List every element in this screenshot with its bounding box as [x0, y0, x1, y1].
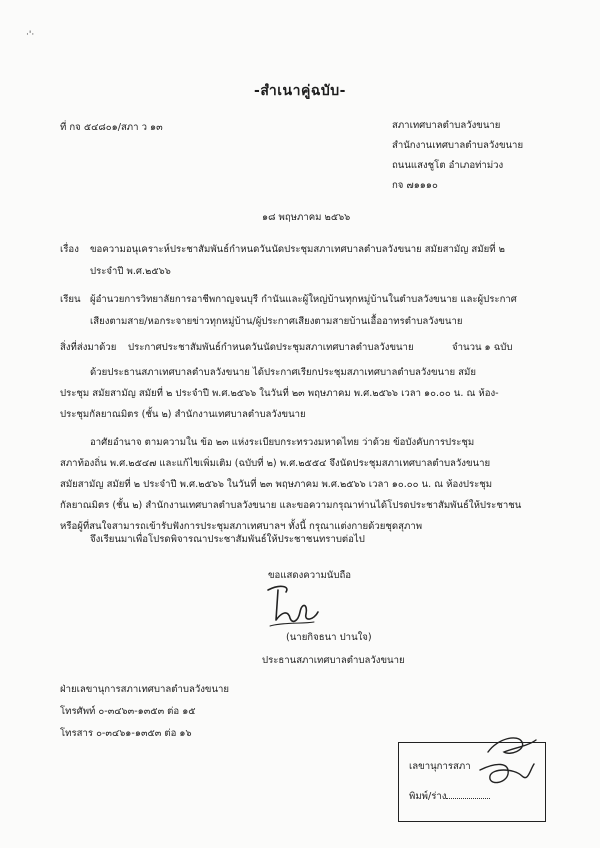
- letter-date: ๑๘ พฤษภาคม ๒๕๖๖: [262, 212, 351, 223]
- body-line: กัลยาณมิตร (ชั้น ๒) สำนักงานเทศบาลตำบลวังขนาย และขอความกรุณาท่านได้โปรดประชาสัมพันธ์ให้ประชาชน: [60, 500, 522, 511]
- recipient-line: เสียงตามสาย/หอกระจายข่าวทุกหมู่บ้าน/ผู้ประกาศเสียงตามสายบ้านเอื้ออาทรตำบลวังขนาย: [90, 316, 463, 327]
- body-line: สภาท้องถิ่น พ.ศ.๒๕๔๗ และแก้ไขเพิ่มเติม (ฉบับที่ ๒) พ.ศ.๒๕๕๔ จึงนัดประชุมสภาเทศบาลตำบลวังขนาย: [60, 458, 491, 469]
- enclosure-label: สิ่งที่ส่งมาด้วย: [60, 342, 117, 353]
- scan-mark: ·'·: [26, 30, 35, 40]
- subject-line: ขอความอนุเคราะห์ประชาสัมพันธ์กำหนดวันนัดประชุมสภาเทศบาลตำบลวังขนาย สมัยสามัญ สมัยที่ ๒: [90, 244, 505, 255]
- body-line: ประชุม สมัยสามัญ สมัยที่ ๒ ประจำปี พ.ศ.๒๕๖๖ ในวันที่ ๒๓ พฤษภาคม พ.ศ.๒๕๖๖ เวลา ๑๐.๐๐ น. ณ ห้อง-: [60, 388, 499, 399]
- body-paragraph-1: [60, 362, 560, 425]
- footer-fax: โทรสาร ๐-๓๔๖๑-๑๓๕๓ ต่อ ๑๖: [60, 728, 192, 739]
- address-line: สภาเทศบาลตำบลวังขนาย: [392, 120, 501, 131]
- handwritten-signature: [262, 582, 322, 628]
- footer-department: ฝ่ายเลขานุการสภาเทศบาลตำบลวังขนาย: [60, 684, 230, 695]
- body-line: หรือผู้ที่สนใจสามารถเข้ารับฟังการประชุมสภาเทศบาลฯ ทั้งนี้ กรุณาแต่งกายด้วยชุดสุภาพ: [60, 521, 423, 532]
- footer-phone: โทรศัพท์ ๐-๓๔๖๓-๑๓๕๓ ต่อ ๑๕: [60, 706, 196, 717]
- reference-number: ที่ กจ ๕๔๘๐๑/สภา ว ๑๓: [60, 122, 163, 133]
- closing-regards: ขอแสดงความนับถือ: [268, 570, 352, 581]
- document-title: -สำเนาคู่ฉบับ-: [254, 83, 346, 99]
- sender-address: [392, 116, 592, 196]
- body-line: ประชุมกัลยาณมิตร (ชั้น ๒) สำนักงานเทศบาลตำบลวังขนาย: [60, 409, 306, 420]
- body-paragraph-3: จึงเรียนมาเพื่อโปรดพิจารณาประชาสัมพันธ์ให้ประชาชนทราบต่อไป: [90, 534, 365, 545]
- address-line: กจ ๗๑๑๑๐: [392, 180, 438, 191]
- body-paragraph-2: [60, 432, 560, 537]
- address-line: สำนักงานเทศบาลตำบลวังขนาย: [392, 140, 524, 151]
- body-line: อาศัยอำนาจ ตามความใน ข้อ ๒๓ แห่งระเบียบกระทรวงมหาดไทย ว่าด้วย ข้อบังคับการประชุม: [90, 437, 475, 448]
- stamp-secretary-label: เลขานุการสภา: [409, 761, 471, 772]
- stamp-draft-label: พิมพ์/ร่าง: [409, 789, 490, 804]
- enclosure-text: ประกาศประชาสัมพันธ์กำหนดวันนัดประชุมสภาเทศบาลตำบลวังขนาย: [128, 342, 414, 353]
- recipient-label: เรียน: [60, 294, 81, 305]
- body-line: ด้วยประธานสภาเทศบาลตำบลวังขนาย ได้ประกาศเรียกประชุมสภาเทศบาลตำบลวังขนาย สมัย: [90, 367, 476, 378]
- recipient-line: ผู้อำนวยการวิทยาลัยการอาชีพกาญจนบุรี กำนันและผู้ใหญ่บ้านทุกหมู่บ้านในตำบลวังขนาย และผู้ประกาศ: [90, 294, 517, 305]
- address-line: ถนนแสงชูโต อำเภอท่าม่วง: [392, 160, 504, 171]
- subject-line: ประจำปี พ.ศ.๒๕๖๖: [90, 266, 171, 277]
- signatory-position: ประธานสภาเทศบาลตำบลวังขนาย: [262, 655, 405, 666]
- subject-label: เรื่อง: [60, 244, 79, 255]
- stamp-signature-initials: [470, 730, 540, 810]
- signatory-name: (นายกิจธนา ปานใจ): [286, 632, 372, 643]
- body-line: สมัยสามัญ สมัยที่ ๒ ประจำปี พ.ศ.๒๕๖๖ ในวันที่ ๒๓ พฤษภาคม พ.ศ.๒๕๖๖ เวลา ๑๐.๐๐ น. ณ ห้องประชุม: [60, 479, 493, 490]
- enclosure-count: จำนวน ๑ ฉบับ: [452, 342, 513, 353]
